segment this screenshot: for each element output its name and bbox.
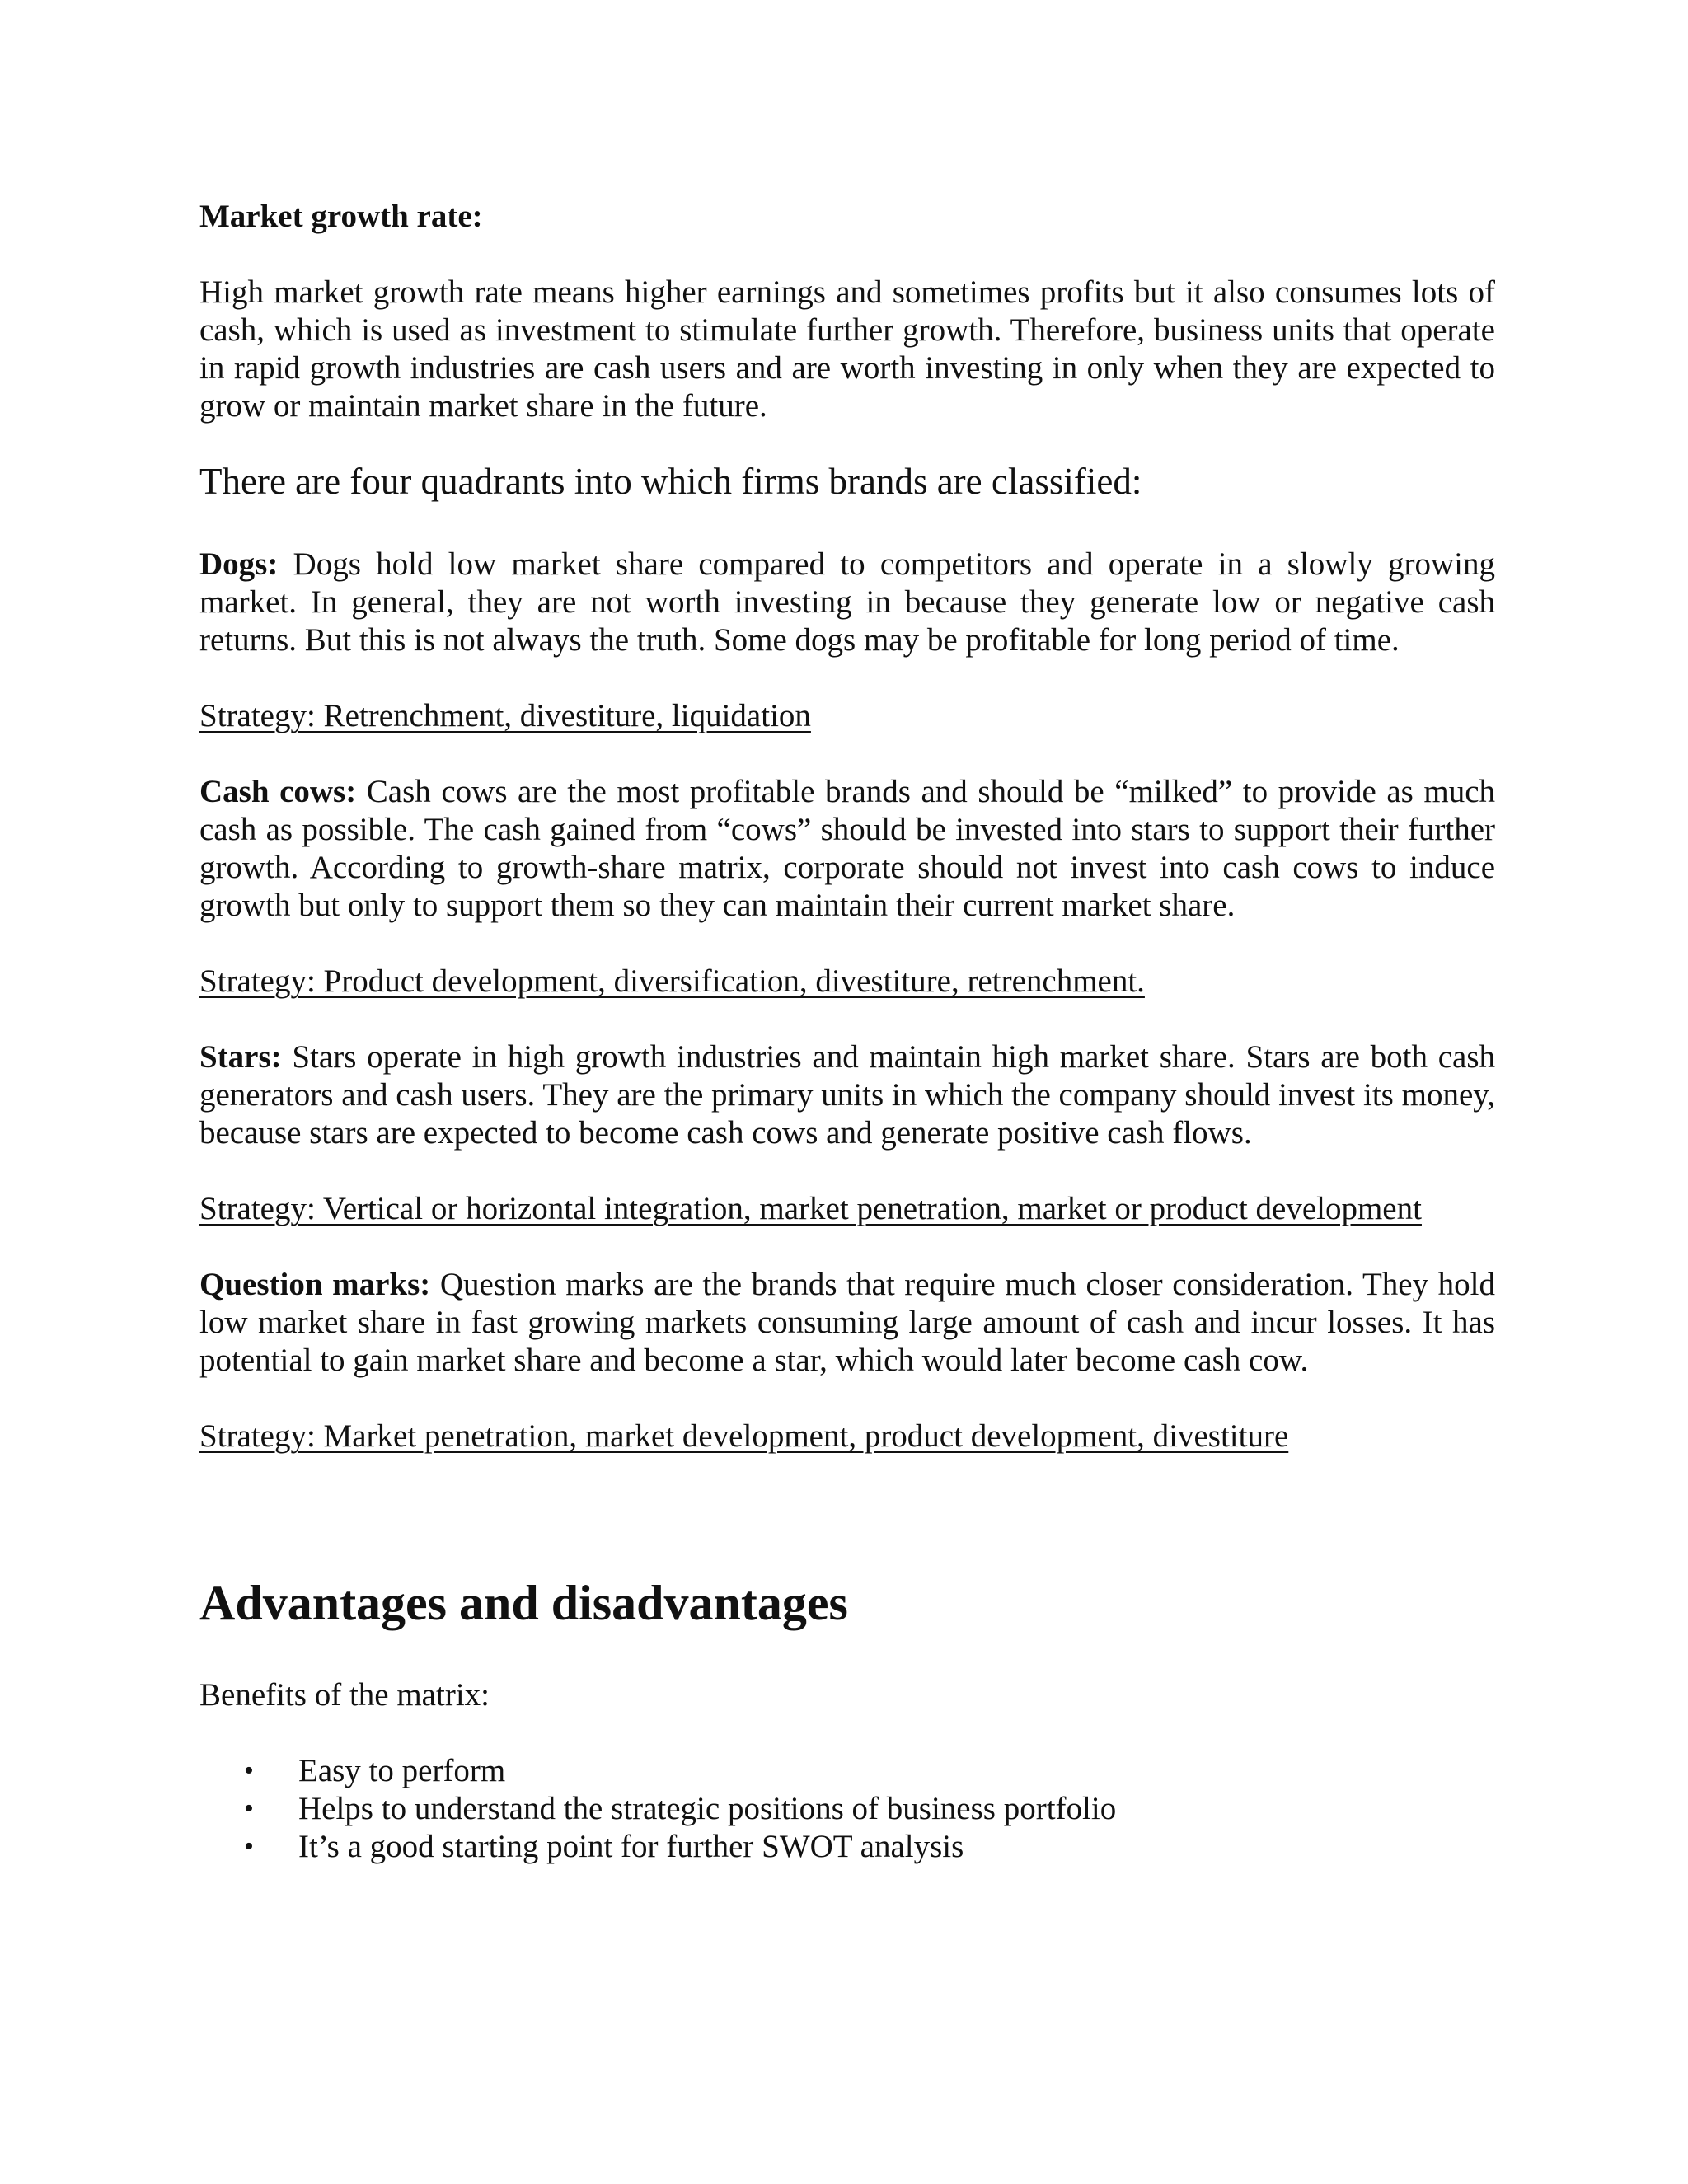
advantages-section-title: Advantages and disadvantages: [199, 1576, 848, 1630]
quadrant-cash-cows-strategy: Strategy: Product development, diversification, divestiture, retrenchment.: [199, 963, 1145, 999]
bullet-icon: •: [244, 1755, 254, 1786]
benefit-item: [199, 1790, 1495, 1828]
benefit-text: Easy to perform: [298, 1753, 506, 1788]
market-growth-heading: Market growth rate:: [199, 199, 483, 234]
bullet-icon: •: [244, 1793, 254, 1824]
quadrant-question-marks-text: Question marks are the brands that require much closer consideration. They hold low market share in fast growing markets consuming large amount of cash and incur losses. It has potential to gain market share and become a star, which would later become cash cow.: [199, 1267, 1496, 1378]
market-growth-paragraph: High market growth rate means higher earnings and sometimes profits but it also consumes lots of cash, which is used as investment to stimulate further growth. Therefore, business units that operate in rapid growth industries are cash users and are worth investing in only when they are expected to grow or maintain market share in the future.: [199, 274, 1495, 424]
quadrant-question-marks-strategy: Strategy: Market penetration, market development, product development, divestiture: [199, 1418, 1289, 1454]
quadrant-stars-text: Stars operate in high growth industries and maintain high market share. Stars are both cash generators and cash users. They are the primary units in which the company should invest its money, because stars are expected to become cash cows and generate positive cash flows.: [199, 1039, 1495, 1151]
quadrant-stars-strategy: Strategy: Vertical or horizontal integration, market penetration, market or product development: [199, 1191, 1422, 1226]
quadrant-question-marks-term: Question marks:: [199, 1267, 431, 1302]
quadrant-question-marks-paragraph: [199, 1266, 1495, 1380]
quadrant-dogs-text: Dogs hold low market share compared to competitors and operate in a slowly growing market. In general, they are not worth investing in because they generate low or negative cash returns. But this is not always the truth. Some dogs may be profitable for long period of time.: [199, 546, 1495, 658]
quadrant-cash-cows-paragraph: [199, 773, 1495, 925]
quadrant-cash-cows-term: Cash cows:: [199, 774, 357, 809]
benefits-label: Benefits of the matrix:: [199, 1677, 490, 1713]
quadrant-cash-cows-text: Cash cows are the most profitable brands and should be “milked” to provide as much cash as possible. The cash gained from “cows” should be invested into stars to support their further growth. According to growth-share matrix, corporate should not invest into cash cows to induce growth but only to support them so they can maintain their current market share.: [199, 774, 1496, 923]
benefit-item: [199, 1828, 1495, 1866]
bullet-icon: •: [244, 1831, 254, 1862]
quadrant-stars-paragraph: [199, 1038, 1495, 1152]
quadrant-dogs-strategy: Strategy: Retrenchment, divestiture, liquidation: [199, 698, 811, 733]
benefits-list: [199, 1752, 1495, 1866]
benefit-item: [199, 1752, 1495, 1790]
benefit-text: Helps to understand the strategic positions of business portfolio: [298, 1791, 1117, 1826]
benefit-text: It’s a good starting point for further SWOT analysis: [298, 1829, 964, 1864]
quadrant-dogs-term: Dogs:: [199, 546, 279, 582]
quadrant-dogs-paragraph: [199, 546, 1495, 659]
quadrants-intro: There are four quadrants into which firms brands are classified:: [199, 461, 1142, 502]
quadrant-stars-term: Stars:: [199, 1039, 282, 1075]
